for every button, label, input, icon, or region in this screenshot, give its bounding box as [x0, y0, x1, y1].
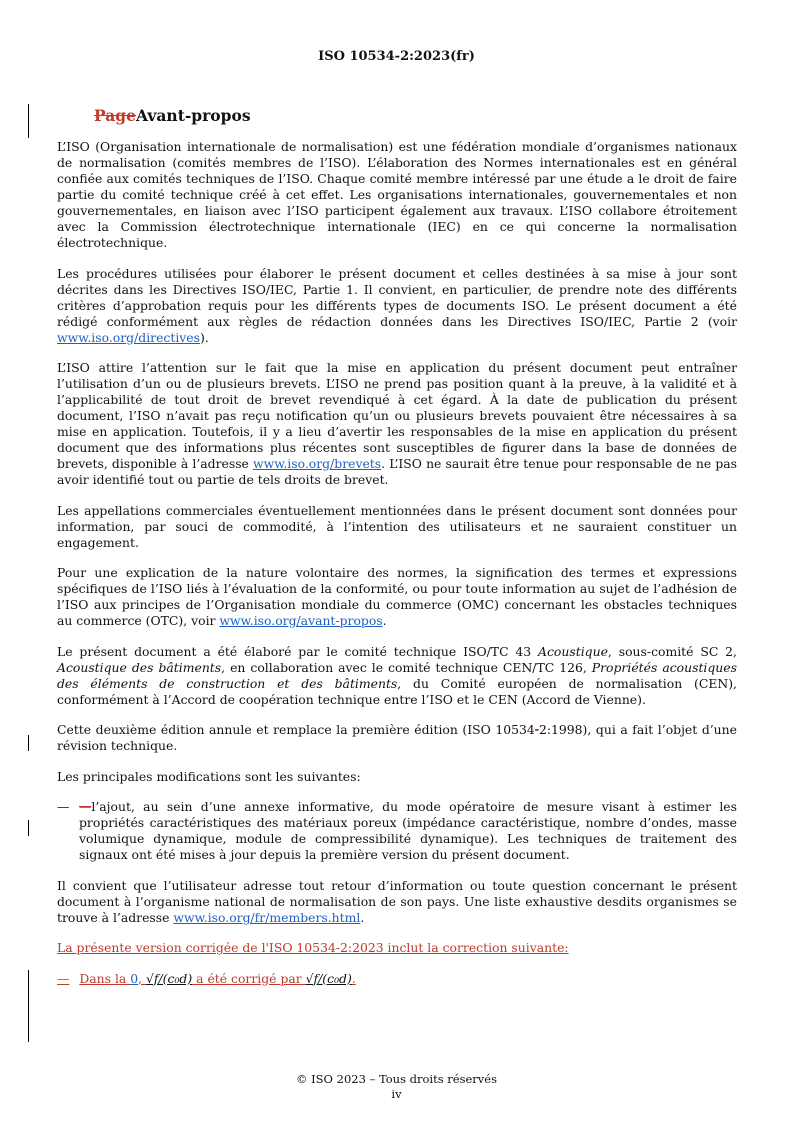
paragraph [57, 360, 737, 488]
copyright-notice: © ISO 2023 – Tous droits réservés [295, 1072, 497, 1086]
formula-old: √f/(c₀d) [146, 970, 193, 986]
section-title-text: Avant-propos [135, 106, 251, 125]
change-bar [28, 735, 29, 751]
paragraph-text: , en collaboration avec le comité technique CEN/TC 126, [221, 659, 592, 675]
document-body [57, 106, 737, 987]
patents-link[interactable]: www.iso.org/brevets [253, 456, 382, 471]
deleted-text: — [79, 799, 92, 814]
paragraph-text: L’ISO attire l’attention sur le fait que la mise en application du présent document peut entraîner l’utilisation d’un ou de plusieurs brevets. L’ISO ne prend pas position quant à la preuve, à la validité et à l’applicabilité de tout droit de brevet revendiqué à cet égard. À la date de publication du présent document, l’ISO n’avait pas reçu notification qu’un ou plusieurs brevets pouvaient être nécessaires à sa mise en application. Toutefois, il y a lieu d’avertir les responsables de la mise en application du présent document que des informations plus récentes sont susceptibles de figurer dans la base de données de brevets, disponible à l’adresse [57, 360, 737, 471]
paragraph-text: . [351, 970, 356, 986]
clause-reference-link[interactable]: 0 [130, 970, 139, 986]
list-dash: — [57, 970, 70, 986]
paragraph [57, 722, 737, 754]
directives-link[interactable]: www.iso.org/directives [57, 329, 200, 345]
paragraph-text: , du Comité européen de normalisation (CEN), conformément à l’Accord de coopération technique entre l’ISO et le CEN (Accord de Vienne). [57, 675, 737, 707]
paragraph-text: Les procédures utilisées pour élaborer le présent document et celles destinées à sa mise à jour sont décrites dans les Directives ISO/IEC, Partie 1. Il convient, en particulier, de prendre note des différents critères d’approbation requis pour les différents types de documents ISO. Le présent document a été rédigé conformément aux règles de rédaction données dans les Directives ISO/IEC, Partie 2 (voir [57, 265, 737, 329]
formula-new-rest: /(c₀d) [318, 970, 352, 986]
members-link[interactable]: www.iso.org/fr/members.html [173, 909, 361, 925]
paragraph-text: a été corrigé par [192, 970, 306, 986]
deleted-text: - [534, 722, 539, 737]
paragraph [57, 266, 737, 346]
paragraph-text: l’ajout, au sein d’une annexe informative, du mode opératoire de mesure visant à estimer les propriétés caractéristiques des matériaux poreux (impédance caractéristique, nombre d’ondes, masse volumique dynamique, module de compressibilité dynamique). Les techniques de traitement des signaux ont été mises à jour depuis la première version du présent document. [79, 799, 737, 862]
paragraph-text: . [382, 613, 387, 628]
document-header: ISO 10534-2:2023(fr) [318, 49, 475, 64]
paragraph-text: ). [200, 329, 209, 345]
paragraph [57, 878, 737, 926]
change-bar [28, 970, 29, 1042]
paragraph: Les principales modifications sont les suivantes: [57, 768, 361, 784]
paragraph: L’ISO (Organisation internationale de normalisation) est une fédération mondiale d’organismes nationaux de normalisation (comités membres de l’ISO). L’élaboration des Normes internationales est en général confiée aux comités techniques de l’ISO. Chaque comité membre intéressé par une étude a le droit de faire partie du comité technique créé à cet effet. Les organisations internationales, gouvernementales et non gouvernementales, en liaison avec l’ISO participent également aux travaux. L’ISO collabore étroitement avec la Commission électrotechnique internationale (IEC) en ce qui concerne la normalisation électrotechnique. [57, 139, 737, 250]
correction-intro: La présente version corrigée de l'ISO 10534-2:2023 inclut la correction suivante: [57, 940, 569, 955]
foreword-link[interactable]: www.iso.org/avant-propos [219, 613, 383, 628]
paragraph: Les appellations commerciales éventuellement mentionnées dans le présent document sont données pour information, par souci de commodité, à l’intention des utilisateurs et ne sauraient constituer un engagement. [57, 502, 737, 550]
formula-new-sqrt: √f [305, 970, 319, 986]
paragraph-text: , [138, 970, 147, 986]
paragraph-text: , sous-comité SC 2, [607, 643, 737, 659]
deleted-text: Page [94, 106, 136, 125]
paragraph-text: Le présent document a été élaboré par le comité technique ISO/TC 43 [57, 643, 539, 659]
paragraph [57, 644, 737, 708]
change-bar [28, 104, 29, 138]
paragraph [57, 565, 737, 629]
paragraph-text: . L’ISO ne saurait être tenue pour responsable de ne pas avoir identifié tout ou partie de tels droits de brevet. [57, 456, 737, 487]
committee-title: Acoustique [538, 643, 608, 659]
list-item-text [79, 799, 737, 863]
section-title [57, 106, 737, 126]
paragraph-text: . [360, 909, 365, 925]
paragraph-text: Dans la [79, 970, 131, 986]
cen-committee-title: Propriétés acoustiques des éléments de construction et des bâtiments [57, 659, 737, 691]
list-dash: — [57, 799, 70, 814]
paragraph-text: 2:1998), qui a fait l’objet d’une révision technique. [57, 722, 737, 753]
paragraph-text: Pour une explication de la nature volontaire des normes, la signification des termes et expressions spécifiques de l’ISO liés à l’évaluation de la conformité, ou pour toute information au sujet de l’adhésion de l’ISO aux principes de l’Organisation mondiale du commerce (OMC) concernant les obstacles techniques au commerce (OTC), voir [57, 565, 737, 628]
paragraph-text: Il convient que l’utilisateur adresse tout retour d’information ou toute question concernant le présent document à l’organisme national de normalisation de son pays. Une liste exhaustive desdits organismes se trouve à l’adresse [57, 877, 737, 925]
document-footer [0, 1072, 793, 1102]
page-number: iv [391, 1087, 402, 1101]
correction-item [57, 971, 737, 987]
list-item [57, 799, 737, 863]
change-bar [28, 820, 29, 836]
paragraph-text: Cette deuxième édition annule et remplace la première édition (ISO 10534 [57, 722, 535, 737]
subcommittee-title: Acoustique des bâtiments [57, 659, 222, 675]
